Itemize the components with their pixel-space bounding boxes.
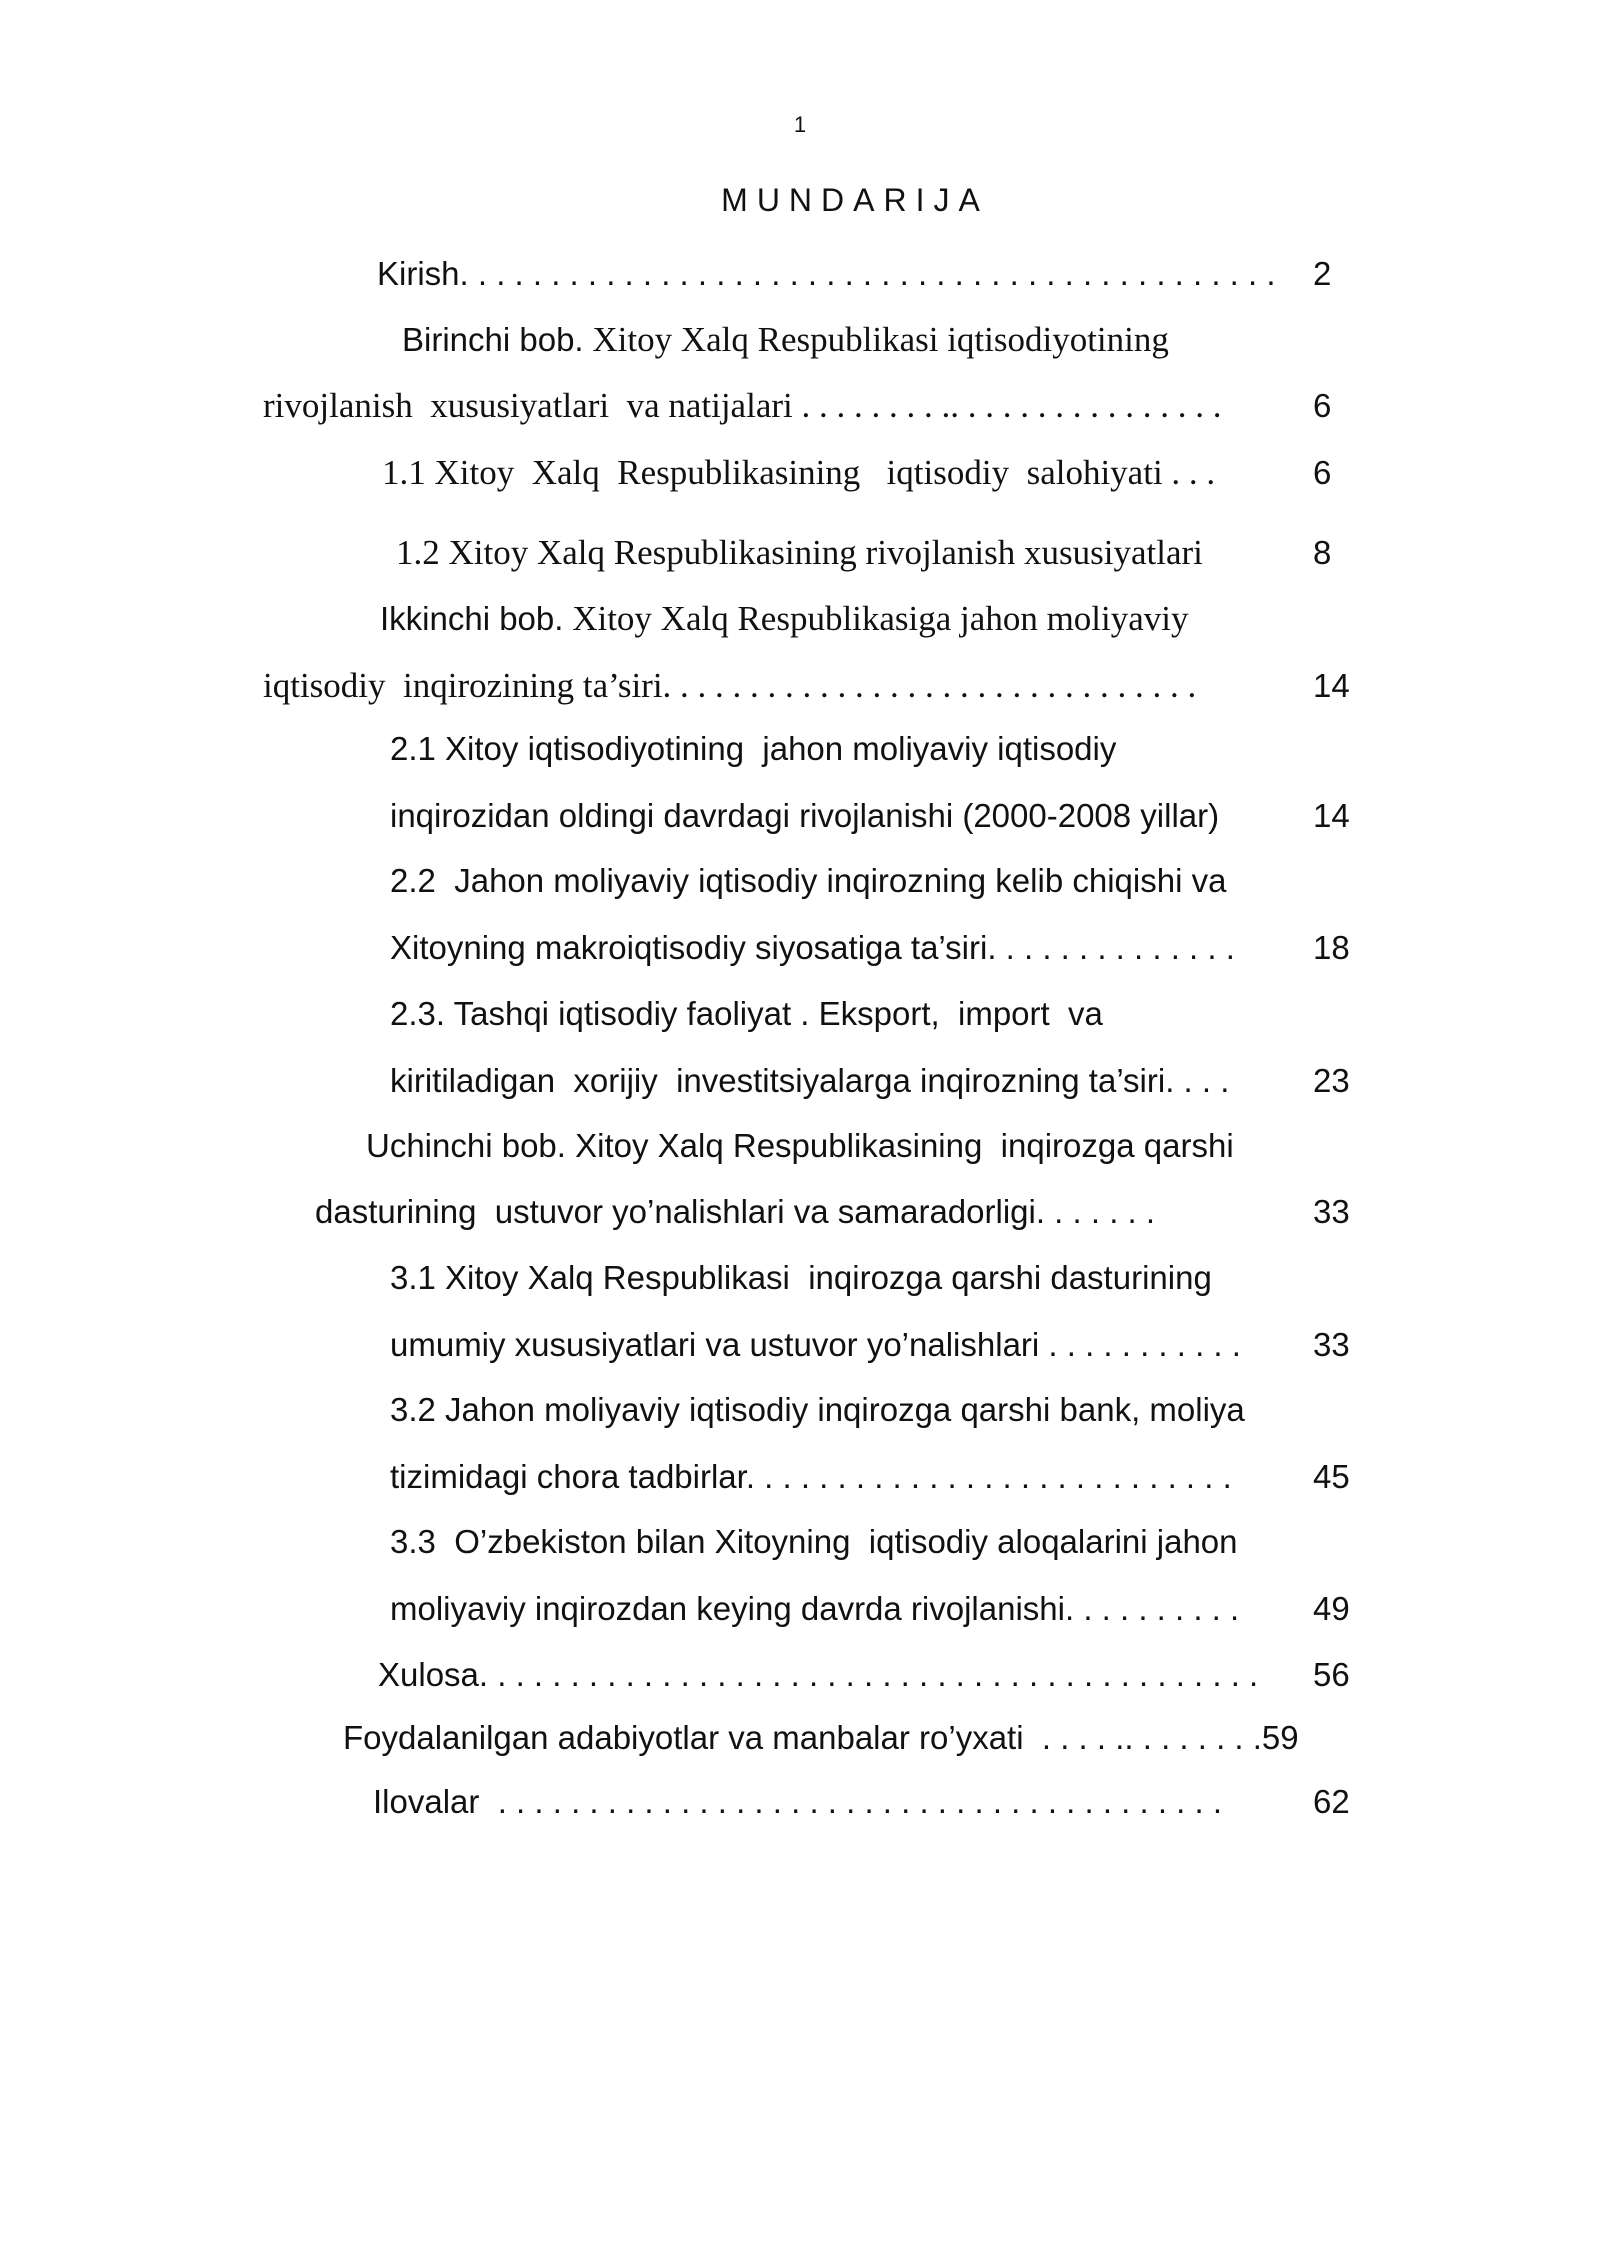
- toc-entry-section-2-3-line2: kiritiladigan xorijiy investitsiyalarga inqirozning ta’siri. . . .: [390, 1062, 1230, 1099]
- toc-entry-ilovalar: Ilovalar . . . . . . . . . . . . . . . . . . . . . . . . . . . . . . . . . . . . . . . .: [373, 1783, 1223, 1820]
- toc-entry-section-2-1-line2: inqirozidan oldingi davrdagi rivojlanishi (2000-2008 yillar): [390, 797, 1220, 834]
- toc-entry-section-3-3-line1: 3.3 O’zbekiston bilan Xitoyning iqtisodiy aloqalarini jahon: [390, 1523, 1238, 1560]
- toc-entry-section-3-3-line2: moliyaviy inqirozdan keying davrda rivojlanishi. . . . . . . . . .: [390, 1590, 1240, 1627]
- toc-entry-section-2-1-line1: 2.1 Xitoy iqtisodiyotining jahon moliyaviy iqtisodiy: [390, 730, 1117, 767]
- toc-page-xulosa: 56: [1313, 1656, 1350, 1693]
- toc-entry-section-3-1-line1: 3.1 Xitoy Xalq Respublikasi inqirozga qarshi dasturining: [390, 1259, 1212, 1296]
- toc-page-kirish: 2: [1313, 255, 1332, 292]
- toc-entry-xulosa: Xulosa. . . . . . . . . . . . . . . . . . . . . . . . . . . . . . . . . . . . . . . . . . .: [378, 1656, 1259, 1693]
- toc-entry-chapter-2: [380, 599, 1189, 640]
- toc-page-section-3-1: 33: [1313, 1326, 1350, 1363]
- toc-entry-chapter-1: [402, 320, 1169, 361]
- toc-entry-section-2-2-line1: 2.2 Jahon moliyaviy iqtisodiy inqirozning kelib chiqishi va: [390, 862, 1227, 899]
- chapter-2-label: Ikkinchi bob.: [380, 600, 564, 637]
- toc-page-section-2-2: 18: [1313, 929, 1350, 966]
- toc-entry-section-2-3-line1: 2.3. Tashqi iqtisodiy faoliyat . Eksport, import va: [390, 995, 1103, 1032]
- page-number: 1: [793, 112, 807, 137]
- toc-entry-section-2-2-line2: Xitoyning makroiqtisodiy siyosatiga ta’siri. . . . . . . . . . . . . .: [390, 929, 1235, 966]
- toc-entry-kirish: Kirish. . . . . . . . . . . . . . . . . . . . . . . . . . . . . . . . . . . . . . . . . . . . .: [377, 255, 1276, 292]
- toc-title: MUNDARIJA: [721, 182, 989, 218]
- chapter-1-title-line1: Xitoy Xalq Respublikasi iqtisodiyotining: [583, 320, 1169, 359]
- toc-page-ilovalar: 62: [1313, 1783, 1350, 1820]
- toc-entry-section-3-1-line2: umumiy xususiyatlari va ustuvor yo’nalishlari . . . . . . . . . . .: [390, 1326, 1241, 1363]
- toc-entry-section-3-2-line2: tizimidagi chora tadbirlar. . . . . . . . . . . . . . . . . . . . . . . . . . .: [390, 1458, 1232, 1495]
- toc-entry-section-1-2: 1.2 Xitoy Xalq Respublikasining rivojlanish xususiyatlari: [396, 533, 1203, 572]
- toc-entry-section-3-2-line1: 3.2 Jahon moliyaviy iqtisodiy inqirozga qarshi bank, moliya: [390, 1391, 1245, 1428]
- toc-page-chapter-2: 14: [1313, 667, 1350, 704]
- chapter-2-title-line1: Xitoy Xalq Respublikasiga jahon moliyaviy: [563, 599, 1189, 638]
- chapter-1-title-line2: rivojlanish xususiyatlari va natijalari . . . . . . . . .. . . . . . . . . . . . . . . .: [263, 386, 1222, 425]
- toc-page-section-3-3: 49: [1313, 1590, 1350, 1627]
- toc-page-chapter-1: 6: [1313, 387, 1332, 424]
- toc-page-section-1-1: 6: [1313, 454, 1332, 491]
- toc-entry-chapter-3-line2: dasturining ustuvor yo’nalishlari va samaradorligi. . . . . . .: [315, 1193, 1156, 1230]
- toc-page-section-2-3: 23: [1313, 1062, 1350, 1099]
- toc-page-section-1-2: 8: [1313, 534, 1332, 571]
- toc-entry-section-1-1: 1.1 Xitoy Xalq Respublikasining iqtisodiy salohiyati . . .: [382, 453, 1216, 492]
- toc-entry-references: Foydalanilgan adabiyotlar va manbalar ro’yxati . . . . .. . . . . . . .59: [343, 1719, 1299, 1756]
- toc-page-chapter-3: 33: [1313, 1193, 1350, 1230]
- chapter-2-title-line2: iqtisodiy inqirozining ta’siri. . . . . . . . . . . . . . . . . . . . . . . . . . . . . . .: [263, 666, 1197, 705]
- toc-page-section-2-1: 14: [1313, 797, 1350, 834]
- toc-page-section-3-2: 45: [1313, 1458, 1350, 1495]
- toc-entry-chapter-3-line1: Uchinchi bob. Xitoy Xalq Respublikasining inqirozga qarshi: [366, 1127, 1234, 1164]
- chapter-1-label: Birinchi bob.: [402, 321, 584, 358]
